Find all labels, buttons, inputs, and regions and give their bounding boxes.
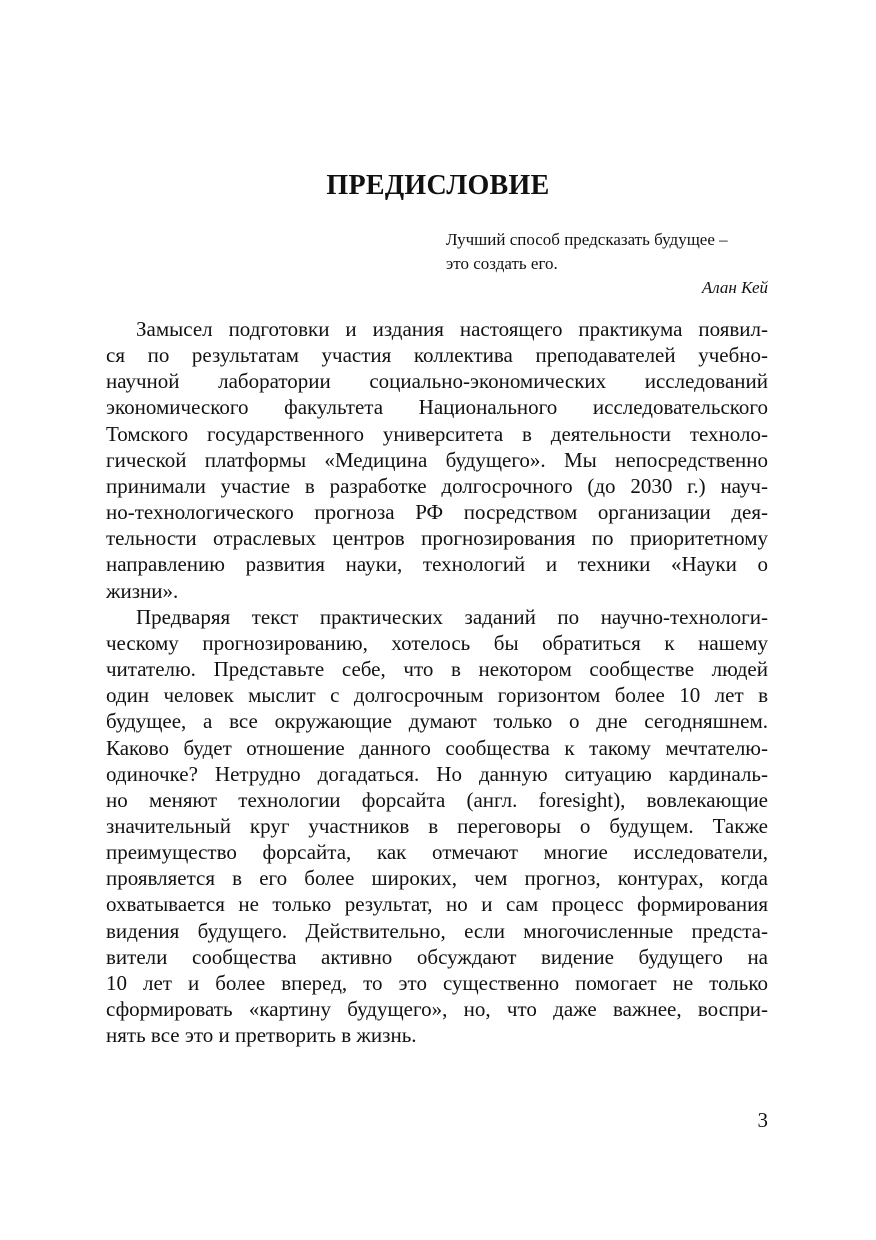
epigraph xyxy=(446,228,768,300)
text-line: но меняют технологии форсайта (англ. foresight), вовлекающие xyxy=(106,787,768,812)
text-line: экономического факультета Национального исследовательского xyxy=(106,395,768,420)
text-line: Предваряя текст практических заданий по научно-технологи- xyxy=(136,604,768,629)
text-line: принимали участие в разработке долгосрочного (до 2030 г.) науч- xyxy=(106,473,768,498)
text-line: научной лаборатории социально-экономических исследований xyxy=(106,369,768,394)
text-line: сформировать «картину будущего», но, что даже важнее, воспри- xyxy=(106,997,768,1022)
text-line: 10 лет и более вперед, то это существенно помогает не только xyxy=(106,970,768,995)
text-line: видения будущего. Действительно, если многочисленные предста- xyxy=(106,918,768,943)
text-line: будущее, а все окружающие думают только о дне сегодняшнем. xyxy=(106,709,768,734)
text-line: один человек мыслит с долгосрочным горизонтом более 10 лет в xyxy=(106,683,768,708)
text-line: гической платформы «Медицина будущего». Мы непосредственно xyxy=(106,447,768,472)
body-text xyxy=(106,316,768,1048)
text-line: направлению развития науки, технологий и техники «Науки о xyxy=(106,552,768,577)
page-number: 3 xyxy=(757,1108,768,1132)
paragraph-2 xyxy=(106,604,768,1049)
paragraph-1 xyxy=(106,316,768,604)
epigraph-line: это создать его. xyxy=(446,254,558,273)
text-line: преимущество форсайта, как отмечают многие исследователи, xyxy=(106,840,768,865)
page-title: ПРЕДИСЛОВИЕ xyxy=(326,170,550,201)
text-line: ся по результатам участия коллектива преподавателей учебно- xyxy=(106,343,768,368)
text-line: Каково будет отношение данного сообщества к такому мечтателю- xyxy=(106,735,768,760)
text-line: тельности отраслевых центров прогнозирования по приоритетному xyxy=(106,526,768,551)
text-line: нять все это и претворить в жизнь. xyxy=(106,1023,417,1048)
text-line: ческому прогнозированию, хотелось бы обратиться к нашему xyxy=(106,630,768,655)
text-line: одиночке? Нетрудно догадаться. Но данную ситуацию кардиналь- xyxy=(106,761,768,786)
text-line: жизни». xyxy=(106,578,179,603)
text-line: проявляется в его более широких, чем прогноз, контурах, когда xyxy=(106,866,768,891)
text-line: Томского государственного университета в деятельности техноло- xyxy=(106,421,768,446)
text-line: значительный круг участников в переговоры о будущем. Также xyxy=(106,813,768,838)
text-line: читателю. Представьте себе, что в некотором сообществе людей xyxy=(106,657,768,682)
text-line: вители сообщества активно обсуждают видение будущего на xyxy=(106,944,768,969)
text-line: Замысел подготовки и издания настоящего практикума появил- xyxy=(136,317,768,341)
epigraph-line: Лучший способ предсказать будущее – xyxy=(446,230,728,249)
text-line: но-технологического прогноза РФ посредством организации дея- xyxy=(106,500,768,525)
text-line: охватывается не только результат, но и сам процесс формирования xyxy=(106,892,768,917)
epigraph-author: Алан Кей xyxy=(701,278,768,297)
